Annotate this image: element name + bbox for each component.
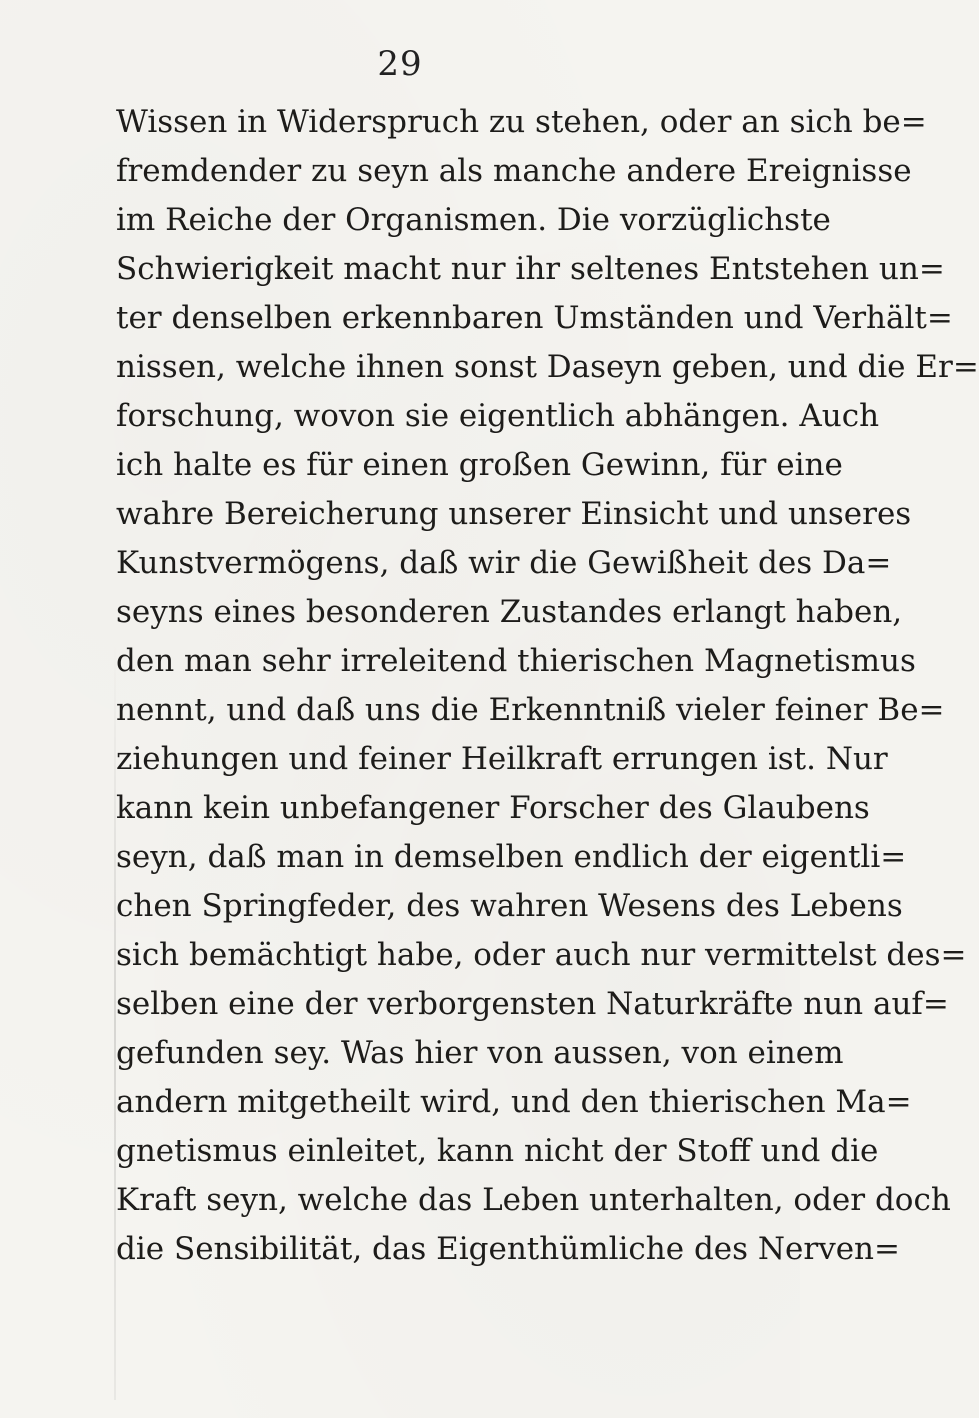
text-line: Schwierigkeit macht nur ihr seltenes Entstehen un=: [116, 251, 945, 287]
text-line: nennt, und daß uns die Erkenntniß vieler feiner Be=: [116, 692, 945, 728]
text-line: die Sensibilität, das Eigenthümliche des Nerven=: [116, 1231, 900, 1267]
body-text: [116, 98, 979, 1274]
text-line: Wissen in Widerspruch zu stehen, oder an sich be=: [116, 104, 927, 140]
text-line: gnetismus einleitet, kann nicht der Stoff und die: [116, 1133, 879, 1169]
page-number: 29: [377, 44, 423, 84]
text-line: seyns eines besonderen Zustandes erlangt haben,: [116, 594, 903, 630]
text-line: kann kein unbefangener Forscher des Glaubens: [116, 790, 870, 826]
text-line: ter denselben erkennbaren Umständen und Verhält=: [116, 300, 953, 336]
text-line: seyn, daß man in demselben endlich der eigentli=: [116, 839, 907, 875]
text-line: sich bemächtigt habe, oder auch nur vermittelst des=: [116, 937, 967, 973]
text-line: selben eine der verborgensten Naturkräfte nun auf=: [116, 986, 949, 1022]
text-line: fremdender zu seyn als manche andere Ereignisse: [116, 153, 912, 189]
text-line: nissen, welche ihnen sonst Daseyn geben, und die Er=: [116, 349, 979, 385]
text-line: Kraft seyn, welche das Leben unterhalten, oder doch: [116, 1182, 951, 1218]
text-line: im Reiche der Organismen. Die vorzüglichste: [116, 202, 831, 238]
text-line: Kunstvermögens, daß wir die Gewißheit des Da=: [116, 545, 892, 581]
text-line: den man sehr irreleitend thierischen Magnetismus: [116, 643, 916, 679]
text-line: andern mitgetheilt wird, und den thierischen Ma=: [116, 1084, 912, 1120]
text-line: gefunden sey. Was hier von aussen, von einem: [116, 1035, 844, 1071]
text-line: ich halte es für einen großen Gewinn, für eine: [116, 447, 843, 483]
text-line: ziehungen und feiner Heilkraft errungen ist. Nur: [116, 741, 888, 777]
text-line: chen Springfeder, des wahren Wesens des Lebens: [116, 888, 903, 924]
text-line: wahre Bereicherung unserer Einsicht und unseres: [116, 496, 912, 532]
text-line: forschung, wovon sie eigentlich abhängen. Auch: [116, 398, 880, 434]
